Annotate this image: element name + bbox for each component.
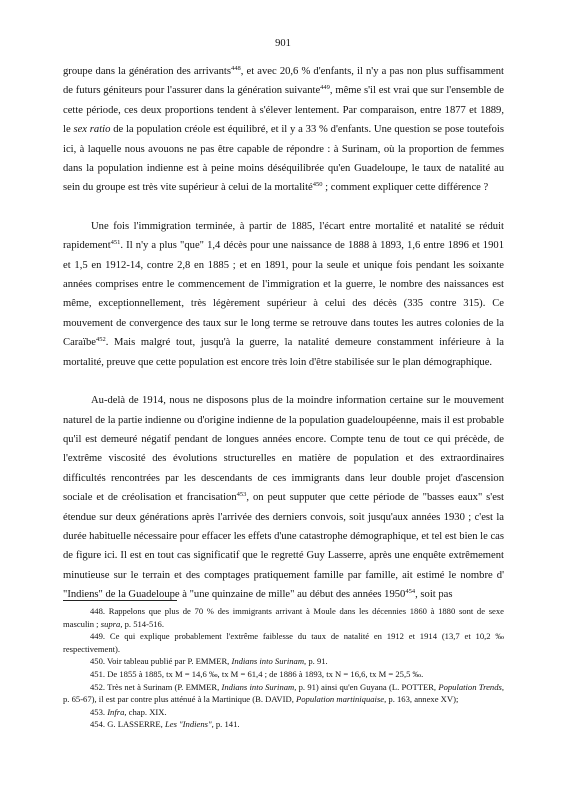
text-run: . Mais malgré tout, jusqu'à la guerre, la natalité demeure constamment inférieure à la mortalité, preuve que cette population est encore très loin d'être stabilisée sur le plan démographique. — [63, 337, 504, 368]
italic-run: Population martiniquaise — [296, 694, 385, 705]
footnote — [63, 718, 504, 731]
text-run: 452. Très net à Surinam (P. EMMER, — [90, 681, 222, 692]
text-run: , p. 91. — [304, 656, 328, 667]
text-run: . Il n'y a plus "que" 1,4 décès pour une naissance de 1888 à 1893, 1,6 entre 1896 et 1901 et 1,5 en 1912-14, contre 2,8 en 1885 ; et en 1891, pour la seule et unique fois pendant les soixante années comprises entre le commencement de l'immigration et la guerre, le nombre des naissances est même, exceptionnellement, très légèrement supérieur à celui des décès (335 contre 315). Ce mouvement de convergence des taux sur le long terme se retrouve dans toutes les autres colonies de la Caraïbe — [63, 240, 504, 349]
text-run: Au-delà de 1914, nous ne disposons plus de la moindre information certaine sur le mouvement naturel de la partie indienne ou d'origine indienne de la population guadeloupéenne, mais il est probable qu'il est demeuré négatif pendant de longues années encore. Compte tenu de tout ce qui précède, de l'extrême viscosité des évolutions structurelles en matière de population et des extraordinaires difficultés rencontrées par les descendants de ces immigrants dans leur double projet d'ascension sociale et de créolisation et francisation — [63, 395, 504, 504]
italic-run: Indians into Surinam — [231, 656, 305, 667]
footnote — [63, 706, 504, 719]
italic-run: Les "Indiens" — [164, 719, 212, 730]
body-text — [63, 62, 504, 624]
footnote — [63, 668, 504, 681]
text-run: 448. Rappelons que plus de 70 % des immigrants arrivant à Moule dans les décennies 1860 à 1880 sont de sexe masculin ; — [63, 606, 504, 629]
text-run: , p. 163, annexe XV); — [384, 694, 459, 705]
text-run: 454. G. LASSERRE, — [90, 719, 165, 730]
page-number: 901 — [275, 38, 291, 49]
text-run: , p. 141. — [211, 719, 240, 730]
text-run: Une fois l'immigration terminée, à partir de 1885, l'écart entre mortalité et natalité se réduit rapidement — [63, 220, 504, 252]
footnote-ref: 449 — [320, 84, 330, 92]
text-run: 451. De 1855 à 1885, tx M = 14,6 ‰, tx M = 61,4 ; de 1886 à 1893, tx N = 16,6, tx M = 25,5 ‰. — [90, 668, 424, 679]
footnote-ref: 452 — [95, 336, 106, 344]
footnote-ref: 450 — [312, 181, 323, 189]
text-run: , soit pas — [415, 589, 453, 601]
footnotes — [63, 605, 504, 731]
footnote — [63, 655, 504, 668]
text-run: , p. 91) ainsi qu'en Guyana (L. POTTER, — [294, 681, 439, 692]
paragraph — [63, 391, 504, 604]
paragraph — [63, 62, 504, 198]
footnote-ref: 448 — [231, 65, 241, 72]
italic-run: Indians into Surinam — [221, 681, 295, 692]
text-run: 449. Ce qui explique probablement l'extrême faiblesse du taux de natalité en 1912 et 1914 (13,7 et 10,2 ‰ respectivement). — [63, 631, 504, 654]
footnote — [63, 630, 504, 655]
footnote-ref: 451 — [110, 239, 121, 247]
italic-run: supra — [100, 618, 121, 629]
footnote — [63, 605, 504, 630]
text-run: de la population créole est équilibré, et il y a 33 % d'enfants. Une question se pose toutefois ici, à laquelle nous avouons ne pas être capable de répondre : à Surinam, où la proportion de femmes dans la population indienne est à peine moins déséquilibrée qu'en Guadeloupe, le taux de natalité au sein du groupe est très vite supérieur à celui de la mortalité — [63, 124, 504, 194]
text-run: , et avec 20,6 % d'enfants, il n'y a pas non plus suffisamment de futurs géniteurs pour l'assurer dans la génération suivante — [63, 66, 504, 97]
text-run: 453. — [90, 706, 108, 717]
text-run: 450. Voir tableau publié par P. EMMER, — [90, 656, 232, 667]
footnote — [63, 681, 504, 706]
paragraph — [63, 217, 504, 372]
italic-run: Population Trends — [438, 681, 502, 692]
text-run: ; comment expliquer cette différence ? — [322, 182, 489, 194]
footnote-ref: 454 — [405, 588, 416, 596]
text-run: , p. 514-516. — [120, 618, 164, 629]
text-run: , on peut supputer que cette période de "basses eaux" s'est étendue sur deux générations après l'arrivée des derniers convois, soit jusqu'aux années 1930 ; c'est la durée habituelle nécessaire pour effacer les effets d'une catastrophe démographique, et tel est bien le cas de figure ici. Il est en tout cas significatif que le regretté Guy Lasserre, après une enquête extrêmement minutieuse sur le terrain et des comptages pratiquement famille par famille, ait estimé le nombre d' "Indiens" de la Guadeloupe à "une quinzaine de mille" au début des années 1950 — [63, 492, 504, 601]
footnote-separator — [63, 600, 177, 601]
text-run: , même s'il est vrai que sur l'ensemble de cette période, ces deux proportions tendent à s'élever lentement. Par comparaison, entre 1877 et 1889, le — [63, 85, 504, 136]
footnote-ref: 453 — [236, 491, 247, 499]
text-run: groupe dans la génération des arrivants — [63, 66, 231, 77]
italic-run: Infra — [107, 706, 125, 717]
text-run: , chap. XIX. — [124, 706, 167, 717]
text-run: , p. 65-67), il est par contre plus atténué à la Martinique (B. DAVID, — [63, 681, 505, 705]
italic-run: sex ratio — [73, 124, 111, 136]
